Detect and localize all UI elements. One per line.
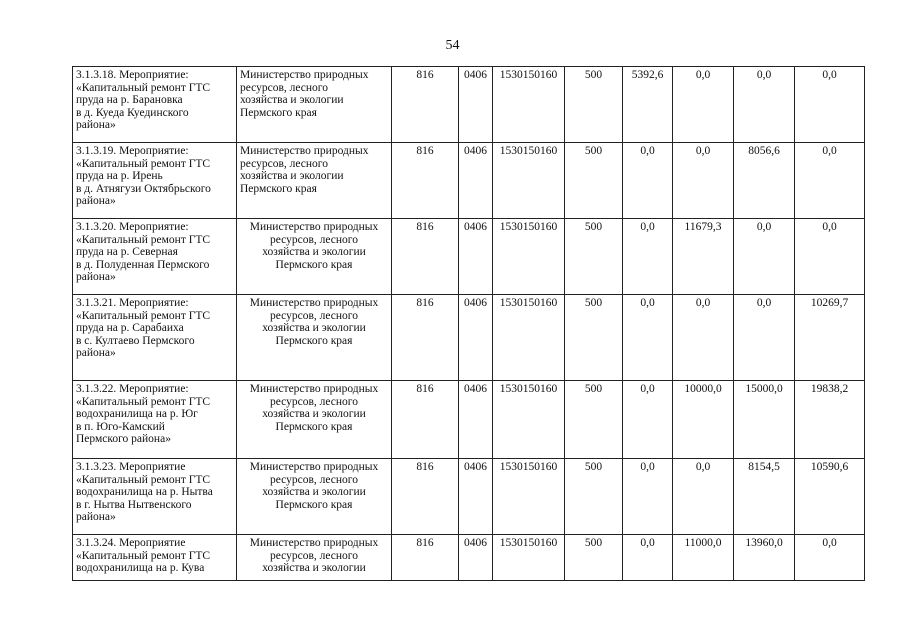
amount-cell: 0,0 (623, 219, 673, 295)
activity-name-line: «Капитальный ремонт ГТС (76, 157, 211, 170)
target-code-cell: 1530150160 (493, 219, 565, 295)
amount-cell: 0,0 (623, 143, 673, 219)
activity-name-line: водохранилища на р. Юг (76, 408, 198, 421)
executor-line: Пермского края (275, 420, 353, 433)
activity-name-cell (73, 535, 237, 581)
executor-cell (237, 381, 392, 459)
section-code-cell: 0406 (459, 535, 493, 581)
table-row (73, 143, 865, 219)
activity-name-line: района» (76, 271, 116, 284)
budget-table (72, 66, 865, 581)
activity-name-line: пруда на р. Ирень (76, 170, 163, 183)
executor-line: Министерство природных (240, 69, 369, 81)
amount-cell: 15000,0 (734, 381, 795, 459)
activity-name-line: «Капитальный ремонт ГТС (76, 233, 211, 246)
activity-name-line: 3.1.3.20. Мероприятие: (76, 221, 189, 233)
activity-name-line: «Капитальный ремонт ГТС (76, 473, 211, 486)
activity-name-cell (73, 143, 237, 219)
activity-name-line: 3.1.3.21. Мероприятие: (76, 297, 189, 309)
activity-name-line: пруда на р. Северная (76, 246, 178, 259)
amount-cell: 11679,3 (673, 219, 734, 295)
expense-type-cell: 500 (565, 143, 623, 219)
activity-name-line: 3.1.3.18. Мероприятие: (76, 69, 189, 81)
amount-cell: 10269,7 (795, 295, 865, 381)
executor-line: Министерство природных (249, 383, 379, 395)
activity-name-line: «Капитальный ремонт ГТС (76, 81, 211, 94)
activity-name-line: района» (76, 195, 116, 208)
executor-cell (237, 535, 392, 581)
executor-line: Пермского края (275, 334, 353, 347)
executor-line: хозяйства и экологии (262, 486, 366, 499)
executor-line: Министерство природных (249, 461, 379, 473)
activity-name-line: «Капитальный ремонт ГТС (76, 309, 211, 322)
activity-name-line: в г. Нытва Нытвенского (76, 498, 192, 511)
executor-line: ресурсов, лесного (270, 233, 358, 246)
section-code-cell: 0406 (459, 143, 493, 219)
amount-cell: 0,0 (734, 295, 795, 381)
activity-name-line: в д. Куеда Куединского (76, 106, 189, 119)
expense-type-cell: 500 (565, 535, 623, 581)
amount-cell: 10590,6 (795, 459, 865, 535)
activity-name-line: 3.1.3.19. Мероприятие: (76, 145, 189, 157)
target-code-cell: 1530150160 (493, 535, 565, 581)
activity-name-line: пруда на р. Сарабаиха (76, 322, 184, 335)
amount-cell: 8056,6 (734, 143, 795, 219)
activity-name-cell (73, 381, 237, 459)
activity-name-cell (73, 459, 237, 535)
table-row (73, 67, 865, 143)
executor-line: хозяйства и экологии (262, 322, 366, 335)
amount-cell: 0,0 (673, 143, 734, 219)
executor-line: Министерство природных (249, 537, 379, 549)
expense-type-cell: 500 (565, 67, 623, 143)
amount-cell: 0,0 (673, 67, 734, 143)
activity-name-line: в с. Култаево Пермского (76, 334, 195, 347)
activity-name-line: в д. Атнягузи Октябрьского (76, 182, 211, 195)
activity-name-line: 3.1.3.23. Мероприятие (76, 461, 186, 473)
target-code-cell: 1530150160 (493, 295, 565, 381)
executor-cell (237, 219, 392, 295)
executor-cell (237, 295, 392, 381)
amount-cell: 0,0 (795, 219, 865, 295)
executor-line: Пермского края (275, 258, 353, 271)
section-code-cell: 0406 (459, 219, 493, 295)
amount-cell: 0,0 (623, 295, 673, 381)
amount-cell: 0,0 (623, 459, 673, 535)
gov-code-cell: 816 (392, 67, 459, 143)
activity-name-cell (73, 219, 237, 295)
executor-line: ресурсов, лесного (240, 81, 328, 94)
table-row (73, 381, 865, 459)
executor-line: хозяйства и экологии (240, 94, 344, 107)
activity-name-line: района» (76, 511, 116, 524)
target-code-cell: 1530150160 (493, 67, 565, 143)
executor-cell (237, 143, 392, 219)
executor-line: хозяйства и экологии (262, 408, 366, 421)
activity-name-line: водохранилища на р. Кува (76, 562, 205, 575)
executor-line: Министерство природных (249, 221, 379, 233)
amount-cell: 0,0 (673, 295, 734, 381)
table-row (73, 459, 865, 535)
expense-type-cell: 500 (565, 219, 623, 295)
activity-name-line: «Капитальный ремонт ГТС (76, 549, 211, 562)
amount-cell: 0,0 (623, 381, 673, 459)
executor-line: ресурсов, лесного (240, 157, 328, 170)
expense-type-cell: 500 (565, 295, 623, 381)
target-code-cell: 1530150160 (493, 459, 565, 535)
activity-name-line: в п. Юго-Камский (76, 420, 165, 433)
executor-line: Министерство природных (249, 297, 379, 309)
activity-name-cell (73, 295, 237, 381)
amount-cell: 19838,2 (795, 381, 865, 459)
page-number: 54 (445, 38, 460, 53)
activity-name-line: Пермского района» (76, 433, 171, 446)
executor-line: ресурсов, лесного (270, 395, 358, 408)
executor-line: ресурсов, лесного (270, 473, 358, 486)
amount-cell: 0,0 (734, 219, 795, 295)
executor-line: хозяйства и экологии (262, 246, 366, 259)
gov-code-cell: 816 (392, 535, 459, 581)
table-row (73, 219, 865, 295)
amount-cell: 0,0 (734, 67, 795, 143)
amount-cell: 13960,0 (734, 535, 795, 581)
amount-cell: 0,0 (795, 143, 865, 219)
executor-cell (237, 67, 392, 143)
amount-cell: 0,0 (673, 459, 734, 535)
table-row (73, 295, 865, 381)
target-code-cell: 1530150160 (493, 381, 565, 459)
executor-line: Пермского края (275, 498, 353, 511)
amount-cell: 0,0 (795, 67, 865, 143)
activity-name-line: района» (76, 347, 116, 360)
table-row (73, 535, 865, 581)
executor-line: ресурсов, лесного (270, 309, 358, 322)
executor-line: хозяйства и экологии (240, 170, 344, 183)
gov-code-cell: 816 (392, 381, 459, 459)
section-code-cell: 0406 (459, 67, 493, 143)
amount-cell: 0,0 (795, 535, 865, 581)
amount-cell: 5392,6 (623, 67, 673, 143)
gov-code-cell: 816 (392, 219, 459, 295)
amount-cell: 8154,5 (734, 459, 795, 535)
gov-code-cell: 816 (392, 459, 459, 535)
amount-cell: 0,0 (623, 535, 673, 581)
amount-cell: 11000,0 (673, 535, 734, 581)
activity-name-line: 3.1.3.24. Мероприятие (76, 537, 186, 549)
activity-name-line: 3.1.3.22. Мероприятие: (76, 383, 189, 395)
section-code-cell: 0406 (459, 381, 493, 459)
amount-cell: 10000,0 (673, 381, 734, 459)
executor-line: Пермского края (240, 182, 317, 195)
activity-name-line: «Капитальный ремонт ГТС (76, 395, 211, 408)
expense-type-cell: 500 (565, 381, 623, 459)
executor-line: Министерство природных (240, 145, 369, 157)
gov-code-cell: 816 (392, 295, 459, 381)
gov-code-cell: 816 (392, 143, 459, 219)
activity-name-line: водохранилища на р. Нытва (76, 486, 213, 499)
section-code-cell: 0406 (459, 295, 493, 381)
section-code-cell: 0406 (459, 459, 493, 535)
executor-line: ресурсов, лесного (270, 549, 358, 562)
expense-type-cell: 500 (565, 459, 623, 535)
executor-cell (237, 459, 392, 535)
target-code-cell: 1530150160 (493, 143, 565, 219)
executor-line: хозяйства и экологии (262, 562, 366, 575)
executor-line: Пермского края (240, 106, 317, 119)
activity-name-line: пруда на р. Барановка (76, 94, 183, 107)
activity-name-line: района» (76, 119, 116, 132)
activity-name-line: в д. Полуденная Пермского (76, 258, 210, 271)
activity-name-cell (73, 67, 237, 143)
